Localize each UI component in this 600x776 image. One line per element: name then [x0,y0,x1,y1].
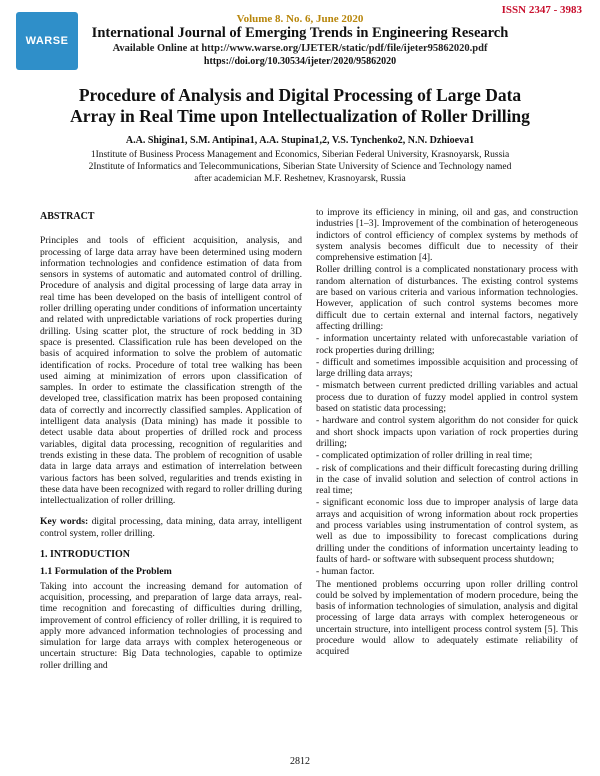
list-item: - complicated optimization of roller drilling in real time; [316,450,533,462]
list-item: - mismatch between current predicted drilling variables and actual process due to duration of fuzzy model applied in control system based on statistic data processing; [316,380,578,415]
volume-info: Volume 8. No. 6, June 2020 [236,13,364,25]
right-paragraph-2: Roller drilling control is a complicated nonstationary process with random alternation of disturbances. The existing control systems are based on various criteria and various information technologies. However, application of such control systems becomes more difficult due to certain external and internal factors, negatively affecting drilling: [316,264,578,332]
list-item: - information uncertainty related with unforecastable variation of rock properties during drilling; [316,333,578,356]
paper-title [0,85,600,127]
abstract-heading: ABSTRACT [40,211,95,222]
journal-title: International Journal of Emerging Trends in Engineering Research [91,25,509,41]
list-item: - hardware and control system algorithm do not consider for quick and short shock impacts upon variation of rock properties during drilling; [316,415,578,449]
author-list: A.A. Shigina1, S.M. Antipina1, A.A. Stupina1,2, V.S. Tynchenko2, N.N. Dzhioeva1 [125,135,475,146]
introduction-heading: 1. INTRODUCTION [40,549,131,561]
logo-text: WARSE [25,35,69,47]
issn: ISSN 2347 - 3983 [501,4,582,16]
list-item: - human factor. [316,566,375,578]
title-line-1: Procedure of Analysis and Digital Processing of Large Data [78,85,522,105]
right-column [316,207,578,658]
affiliation-2-line-1: 2Institute of Informatics and Telecommunications, Siberian State University of Science and Technology named [88,162,512,172]
left-column [40,203,302,671]
page-number: 2812 [290,756,310,767]
list-item: - difficult and sometimes impossible acquisition and processing of large drilling data arrays; [316,356,578,380]
keywords-label: Key words: [40,516,89,528]
list-item: - risk of complications and their difficult forecasting during drilling in the case of invalid solution and selection of control actions in real time; [316,462,578,497]
available-online-link[interactable]: Available Online at http://www.warse.org/IJETER/static/pdf/file/ijeter95862020.pdf [112,43,488,54]
title-line-2: Array in Real Time upon Intellectualization of Roller Drilling [70,106,530,126]
doi-link[interactable]: https://doi.org/10.30534/ijeter/2020/95862020 [203,56,397,67]
affiliation-2-line-2: after academician M.F. Reshetnev, Krasnoyarsk, Russia [194,174,406,184]
keywords [40,516,302,539]
abstract-text: Principles and tools of efficient acquisition, analysis, and processing of large data array have been determined using modern information technologies and confidence estimation of data from sensors in systems of automatic and automated control of drilling. Procedure of analysis and digital processing of large data array in real time has been developed on the basis of intelligent control of roller drilling operating under conditions of information uncertainty and related with unpredictable variations of rock properties during drilling. Using scatter plot, the structure of rock bedding in 3D space is presented. Classification rule has been developed on the basis of acquired information to solve the problem of automatic identification of rocks. Procedure of total tree walking has been used aiming at minimization of errors upon classification of samples. In order to estimate the classification strength of the developed tree, classification matrix has been proposed containing data of correctly and incorrectly classified samples. Application of intelligent data analysis (Data mining) has made it possible to detect usable data about properties of drilled rock and process variables, digital data processing, recognition of regularities and trends existing in these data. The problem of recognition of usable data in large data arrays and estimation of interrelation between various factors has been solved, regularities and trends existing in these data have been recognized with regard to roller drilling during intellectualization of roller drilling. [40,235,302,507]
affiliation-1: 1Institute of Business Process Management and Economics, Siberian Federal University, Krasnoyarsk, Russia [90,150,510,160]
right-paragraph-3: The mentioned problems occurring upon roller drilling control could be solved by implementation of modern procedure, being the basis of information technologies of simulation, analysis and digital processing of large data arrays with complex heterogeneous or uncertain structure, into intelligent process control system [5]. This procedure would allow to adequately estimate reliability of acquired [316,578,578,658]
list-item: - significant economic loss due to improper analysis of large data arrays and acquisition of wrong information about rock properties and process variables using instrumentation of control system, as well as due to impossibility to forecast complications during drilling under the conditions of information uncertainty leading to faults of hard- or software with subsequent process shutdown; [316,497,578,565]
subsection-heading: 1.1 Formulation of the Problem [40,566,172,578]
right-paragraph-1: to improve its efficiency in mining, oil and gas, and construction industries [1–3]. Improvement of the combination of heterogeneous indictors of control efficiency of complex systems by methods of system analysis becomes difficult due to necessity of their comprehensive estimation [4]. [316,207,578,264]
intro-paragraph: Taking into account the increasing demand for automation of acquisition, processing, and preparation of large data arrays, real-time recognition and forecasting of difficulties during drilling, improvement of control efficiency of roller drilling, it is required to apply more advanced information technologies of processing and simulation for large data arrays with complex heterogeneous or uncertain structure: Big Data technologies, capable to optimize roller drilling and [40,580,302,671]
keywords-text: digital processing, data mining, data array, intelligent control system, roller drilling. [40,516,302,539]
